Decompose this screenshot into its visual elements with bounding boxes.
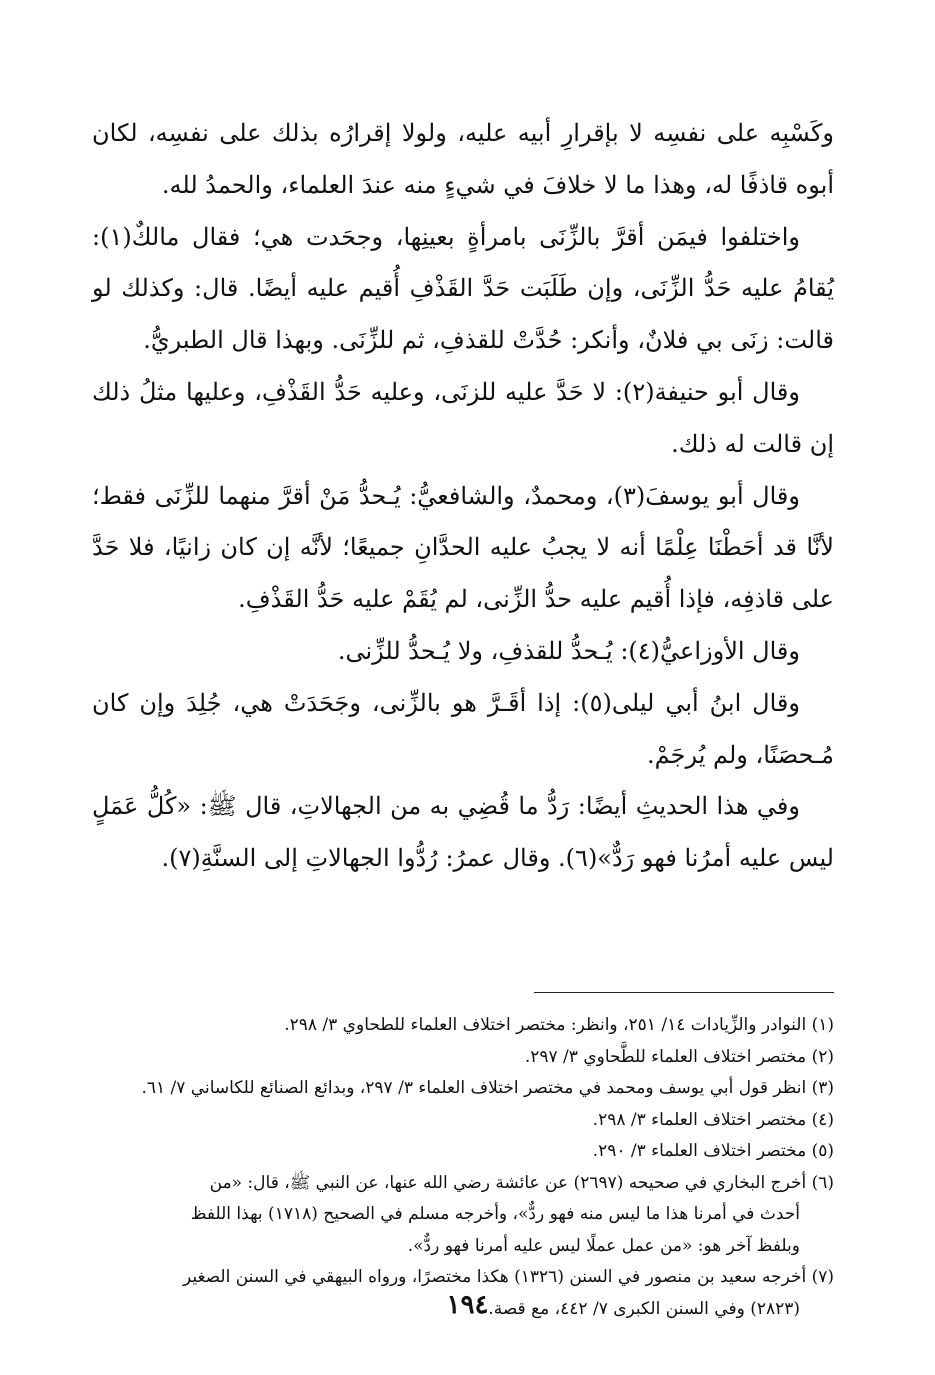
footnote-5: (٥) مختصر اختلاف العلماء ٣/ ٢٩٠. (592, 1141, 834, 1161)
footnote-7: (٧) أخرجه سعيد بن منصور في السنن (١٣٢٦) هكذا مختصرًا، ورواه البيهقي في السنن الصغير (182, 1267, 834, 1287)
footnote-4: (٤) مختصر اختلاف العلماء ٣/ ٢٩٨. (592, 1109, 834, 1130)
footnote-divider (534, 992, 834, 993)
footnote-3: (٣) انظر قول أبي يوسف ومحمد في مختصر اختلاف العلماء ٣/ ٢٩٧، وبدائع الصنائع للكاساني ٧/ ٦١. (141, 1078, 834, 1098)
paragraph-2: واختلفوا فيمَن أقرَّ بالزِّنَى بامرأةٍ بعينِها، وجحَدت هي؛ فقال مالكٌ(١): يُقامُ عليه حَدُّ الزِّنَى، وإن طَلَبَت حَدَّ القَذْفِ أُقيم عليه أيضًا. قال: وكذلك لو قالت: زنَى بي فلانٌ، وأنكر: حُدَّتْ للقذفِ، ثم للزِّنَى. وبهذا قال الطبريُّ. (92, 222, 834, 355)
page-number: ١٩٤ (446, 1290, 489, 1320)
paragraph-4: وقال أبو يوسفَ(٣)، ومحمدٌ، والشافعيُّ: يُـحدُّ مَنْ أقرَّ منهما للزِّنَى فقط؛ لأنَّا قد أحَطْنَا عِلْمًا أنه لا يجبُ عليه الحدَّانِ جميعًا؛ لأنَّه إن كان زانيًا، فلا حَدَّ على قاذفِه، فإذا أُقيم عليه حدُّ الزِّنى، لم يُقَمْ عليه حَدُّ القَذْفِ. (92, 481, 834, 614)
paragraph-6: وقال ابنُ أبي ليلى(٥): إذا أقَـرَّ هو بالزِّنى، وجَحَدَتْ هي، جُلِدَ وإن كان مُـحصَنًا، ولم يُرجَمْ. (92, 688, 834, 769)
footnotes (92, 1010, 834, 1325)
footnote-7-cont: (٢٨٢٣) وفي السنن الكبرى ٧/ ٤٤٢، مع قصة. (488, 1298, 800, 1319)
paragraph-5: وقال الأوزاعيُّ(٤): يُـحدُّ للقذفِ، ولا يُـحدُّ للزِّنى. (337, 636, 800, 665)
paragraph-3: وقال أبو حنيفة(٢): لا حَدَّ عليه للزنَى، وعليه حَدُّ القَذْفِ، وعليها مثلُ ذلك إن قالت له ذلك. (92, 377, 834, 458)
footnote-6: (٦) أخرج البخاري في صحيحه (٢٦٩٧) عن عائشة رضي الله عنها، عن النبي ﷺ، قال: «من (209, 1172, 834, 1193)
paragraph-1: وكَسْبِه على نفسِه لا بإقرارِ أبيه عليه، ولولا إقرارُه بذلك على نفسِه، لكان أبوه قاذفًا له، وهذا ما لا خلافَ في شيءٍ منه عندَ العلماء، والحمدُ لله. (92, 119, 834, 199)
footnote-6-cont-1: أحدث في أمرنا هذا ما ليس منه فهو ردٌّ»، وأخرجه مسلم في الصحيح (١٧١٨) بهذا اللفظ (190, 1204, 800, 1224)
footnote-6-cont-2: وبلفظ آخر هو: «من عمل عملًا ليس عليه أمرنا فهو ردٌّ». (407, 1235, 800, 1256)
paragraph-7: وفي هذا الحديثِ أيضًا: رَدُّ ما قُضِي به من الجهالاتِ، قال ﷺ: «كُلُّ عَمَلٍ ليس عليه أمرُنا فهو رَدٌّ»(٦). وقال عمرُ: رُدُّوا الجهالاتِ إلى السنَّةِ(٧). (92, 792, 834, 873)
footnote-1: (١) النوادر والزِّيادات ١٤/ ٢٥١، وانظر: مختصر اختلاف العلماء للطحاوي ٣/ ٢٩٨. (284, 1015, 834, 1035)
footnote-2: (٢) مختصر اختلاف العلماء للطَّحاوي ٣/ ٢٩٧. (524, 1046, 834, 1067)
main-text (92, 108, 834, 885)
